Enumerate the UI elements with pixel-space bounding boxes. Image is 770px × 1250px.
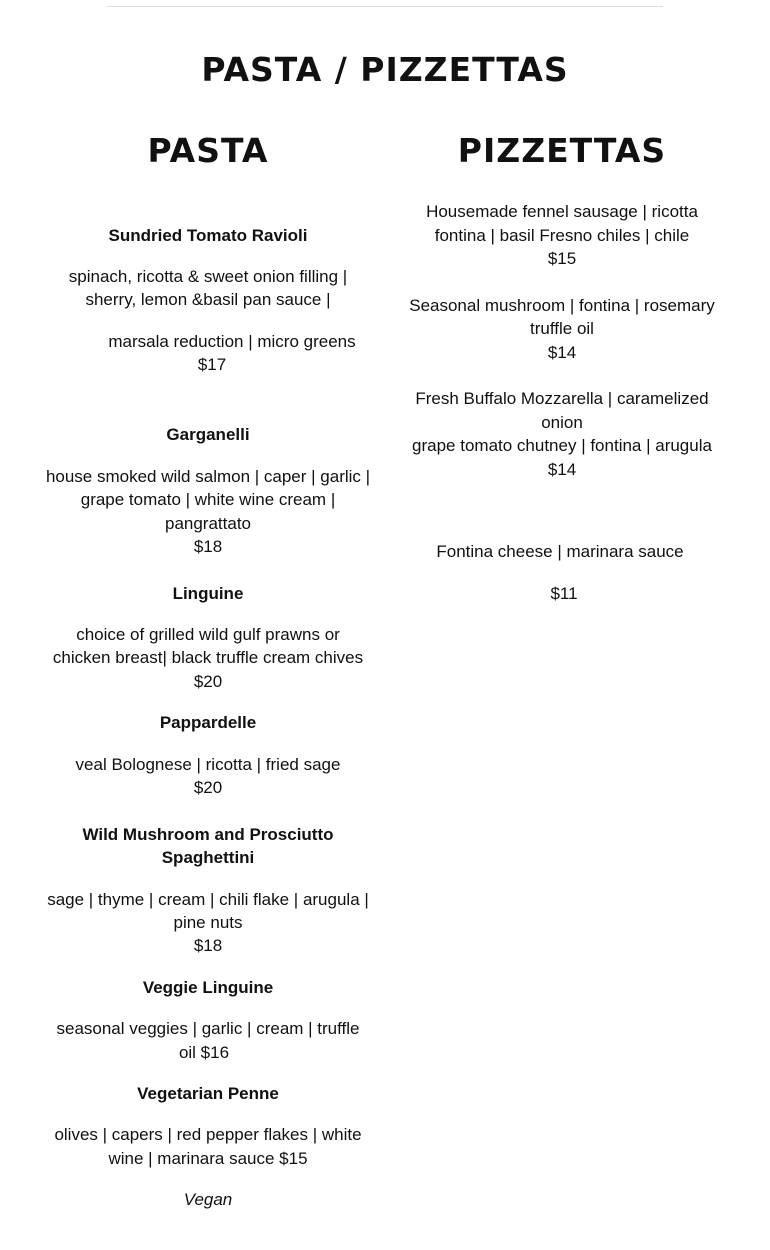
menu-item-description: sage | thyme | cream | chili flake | arugula | [47, 890, 369, 909]
menu-item-name: Wild Mushroom and Prosciutto [82, 825, 334, 844]
menu-item-price: $18 [193, 936, 223, 955]
menu-item-description: olives | capers | red pepper flakes | white [54, 1125, 362, 1144]
menu-item-price: $11 [550, 584, 578, 603]
menu-item-price: $14 [547, 460, 577, 479]
menu-item-description: onion [541, 413, 583, 432]
menu-item-description: seasonal veggies | garlic | cream | truffle [56, 1019, 360, 1038]
menu-item-price: $20 [193, 778, 223, 797]
top-divider [107, 6, 663, 7]
menu-item-note: Vegan [183, 1190, 233, 1209]
menu-item-description: Fontina cheese | marinara sauce [436, 542, 684, 561]
menu-item-name: Veggie Linguine [142, 978, 274, 997]
menu-item-name: Garganelli [166, 425, 250, 444]
menu-item-name: Linguine [172, 584, 244, 603]
page-title: PASTA / PIZZETTAS [201, 50, 569, 89]
menu-item-price: $15 [547, 249, 577, 268]
menu-item-name: Sundried Tomato Ravioli [108, 226, 308, 245]
menu-item-price: $18 [193, 537, 223, 556]
menu-item-description: pangrattato [164, 514, 251, 533]
menu-item-description: wine | marinara sauce $15 [108, 1149, 308, 1168]
menu-item-description: chicken breast| black truffle cream chives [52, 648, 364, 667]
menu-item-description: choice of grilled wild gulf prawns or [76, 625, 340, 644]
menu-item-name: Vegetarian Penne [137, 1084, 279, 1103]
menu-item-description: Fresh Buffalo Mozzarella | caramelized [415, 389, 709, 408]
menu-item-description: grape tomato | white wine cream | [80, 490, 336, 509]
menu-item-price: $14 [547, 343, 577, 362]
menu-item-description: Seasonal mushroom | fontina | rosemary [409, 296, 715, 315]
menu-item-description: spinach, ricotta & sweet onion filling | [68, 267, 348, 286]
menu-item-description: marsala reduction | micro greens [108, 332, 356, 351]
menu-item-price: $20 [193, 672, 223, 691]
pasta-heading: PASTA [147, 131, 269, 170]
menu-item-name: Pappardelle [159, 713, 257, 732]
menu-item-name: Spaghettini [161, 848, 255, 867]
menu-item-description: sherry, lemon &basil pan sauce | [85, 290, 331, 309]
menu-item-description: house smoked wild salmon | caper | garlic | [45, 467, 371, 486]
menu-item-description: Housemade fennel sausage | ricotta [426, 202, 698, 221]
menu-item-description: truffle oil [530, 319, 594, 338]
menu-item-price: $17 [197, 355, 227, 374]
menu-item-description: oil $16 [178, 1043, 230, 1062]
menu-item-description: veal Bolognese | ricotta | fried sage [75, 755, 341, 774]
menu-item-description: fontina | basil Fresno chiles | chile [434, 226, 690, 245]
pizzettas-heading: PIZZETTAS [457, 131, 667, 170]
menu-item-description: pine nuts [173, 913, 243, 932]
menu-item-description: grape tomato chutney | fontina | arugula [412, 436, 712, 455]
